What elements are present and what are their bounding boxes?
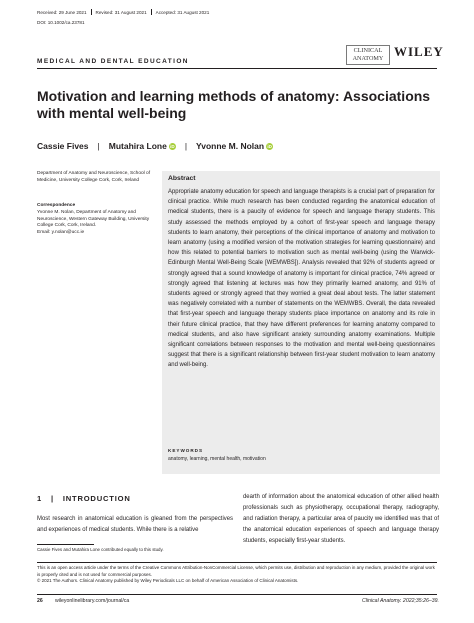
clinical-anatomy-logo [346,45,390,65]
footnote: Cassie Fives and Mutahira Lone contributed equally to this study. [37,547,164,552]
license-rule [37,562,437,563]
logo-line-1: CLINICAL [353,47,383,54]
revised-date: Revised: 31 August 2021 [95,10,147,15]
footer-rule [37,594,437,595]
section-separator: | [50,494,54,503]
section-number: 1 [37,494,43,503]
orcid-icon[interactable]: iD [267,144,272,149]
logo-line-2: ANATOMY [352,55,384,62]
affiliation: Department of Anatomy and Neuroscience, School of Medicine, University College Cork, Cork, Ireland [37,171,151,183]
author-separator: | [97,141,100,151]
section-rule [37,68,437,69]
intro-right-column: dearth of information about the anatomical education of other allied health professionals such as physiotherapy, occupational therapy, radiography, and radiation therapy, a particular area of paucity we identified was that of the anatomical education experiences of speech and language therapy students, especially first-year students. [243,494,439,544]
correspondence-label: Correspondence [37,203,76,208]
license-text [37,565,439,585]
journal-citation: Clinical Anatomy. 2022;35:26–39. [362,598,439,604]
author-3[interactable]: Yvonne M. Nolan [196,141,265,151]
author-2[interactable]: Mutahira Lone [108,141,167,151]
divider [151,9,152,15]
license-line-2: © 2021 The Authors. Clinical Anatomy published by Wiley Periodicals LLC on behalf of American Association of Clinical Anatomists. [37,578,299,584]
intro-left-column: Most research in anatomical education is gleaned from the perspectives and experiences of medical students. While there is a relative [37,516,233,533]
correspondence-email[interactable]: Email: y.nolan@ucc.ie [37,229,85,235]
divider [91,9,92,15]
wiley-logo: WILEY [394,44,444,59]
accepted-date: Accepted: 31 August 2021 [155,10,210,15]
orcid-icon[interactable]: iD [170,144,175,149]
doi[interactable]: DOI: 10.1002/ca.23781 [37,20,85,25]
received-date: Received: 29 June 2021 [37,10,87,15]
correspondence [37,210,157,236]
author-1[interactable]: Cassie Fives [37,141,89,151]
abstract-heading: Abstract [168,175,196,182]
section-heading-introduction [37,494,131,503]
page-number: 26 [37,598,43,604]
license-line-1: This is an open access article under the terms of the Creative Commons Attribution-NonCommercial License, which permits use, distribution and reproduction in any medium, provided the original work is properly cited and is not used for commercial purposes. [37,565,435,577]
article-title: Motivation and learning methods of anatomy: Associations with mental well-being [37,88,431,121]
keywords-label: KEYWORDS [168,448,204,453]
keywords: anatomy, learning, mental health, motivation [168,456,266,462]
footnote-rule [37,544,94,545]
article-dates [37,9,209,15]
journal-url[interactable]: wileyonlinelibrary.com/journal/ca [55,598,130,604]
section-title: INTRODUCTION [62,494,131,503]
abstract-text: Appropriate anatomy education for speech and language therapists is a crucial part of preparation for clinical practice. While much research has been conducted regarding the anatomical education of medical students, there is a paucity of evidence for speech and language therapy students. This study assessed the methods employed by a cohort of first-year speech and language therapy students to learn anatomy, their perceptions of the clinical importance of anatomy and motivation to learn anatomy (using a modified version of the motivation strategies for learning questionnaire) and how this related to potential barriers to motivation such as mental well-being (using the Warwick-Edinburgh Mental Well-Being Scale [WEMWBS]). Analysis revealed that 92% of students agreed or strongly agreed that a sound knowledge of anatomy is important for clinical practice, 74% agreed or strongly agreed that listening at lectures was how they primarily learned anatomy, and 91% of students agreed or strongly agreed that they worried a great deal about tests. The latter statement was negatively correlated with a number of statements on the WEMWBS. Overall, the data revealed that first-year speech and language therapy students place importance on anatomy and its role in their future clinical practice, that they have different preferences for learning anatomy compared to medical students, and also have significant anxiety surrounding anatomy examinations. Multiple significant correlations between responses to the motivation and mental well-being questionnaires suggest that there is a significant relationship between first-year student motivation to learn anatomy and well-being. [168,189,435,369]
section-label: MEDICAL AND DENTAL EDUCATION [37,58,189,65]
author-separator: | [184,141,188,151]
correspondence-address: Yvonne M. Nolan, Department of Anatomy and Neuroscience, Western Gateway Building, University College Cork, Cork, Ireland. [37,210,150,229]
author-list [37,141,273,151]
